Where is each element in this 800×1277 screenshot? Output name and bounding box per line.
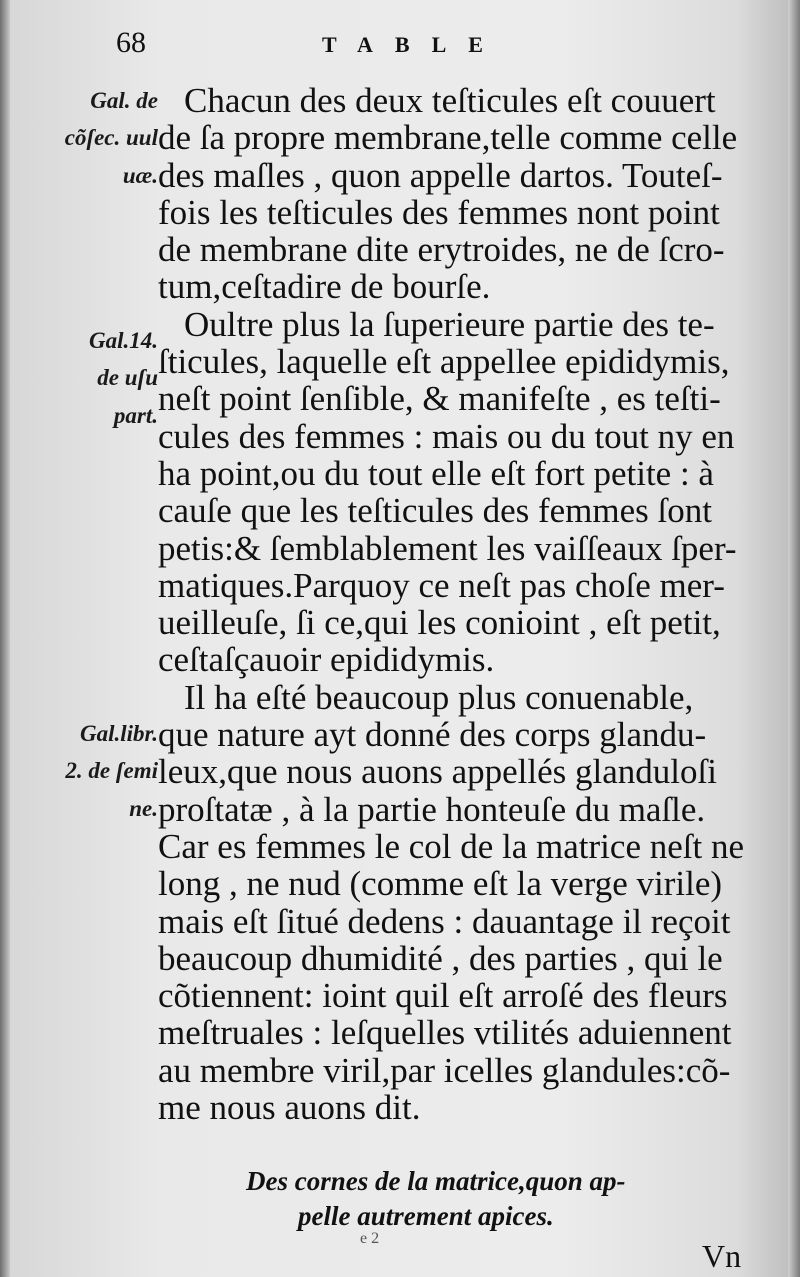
- catchword: Vn: [702, 1238, 742, 1274]
- text-line: fois les teſticules des femmes nont point: [158, 192, 720, 232]
- text-line: matiques.Parquoy ce neſt pas choſe mer-: [158, 565, 725, 605]
- text-line: Il ha eſté beaucoup plus conuenable,: [184, 677, 694, 717]
- text-line: ueilleuſe, ſi ce,qui les conioint , eſt petit,: [158, 603, 721, 643]
- text-line: cõtiennent: ioint quil eſt arroſé des fleurs: [158, 976, 728, 1016]
- text-line: petis:& ſemblablement les vaiſſeaux ſper-: [158, 528, 737, 568]
- text-line: neſt point ſenſible, & manifeſte , es teſti-: [158, 379, 721, 419]
- page-header: [0, 26, 800, 66]
- page-gutter-shadow: [0, 0, 10, 1277]
- text-line: long , ne nud (comme eſt la verge virile): [158, 864, 723, 904]
- text-line: des maſles , quon appelle dartos. Touteſ-: [158, 155, 723, 195]
- text-line: Chacun des deux teſticules eſt couuert: [184, 81, 716, 120]
- text-line: cules des femmes : mais ou du tout ny en: [158, 416, 735, 456]
- text-line: au membre viril,par icelles glandules:cõ-: [158, 1050, 731, 1090]
- margin-note: Gal.libr. 2. de ſemi ne.: [65, 721, 158, 821]
- signature-mark: e 2: [360, 1230, 380, 1247]
- text-line: beaucoup dhumidité , des parties , qui le: [158, 938, 723, 978]
- text-line: Oultre plus la ſuperieure partie des te-: [184, 304, 715, 344]
- page-edge-shadow: [788, 0, 800, 1277]
- text-line: Car es femmes le col de la matrice neſt ne: [158, 826, 744, 866]
- section-heading-line: Des cornes de la matrice,quon ap-: [246, 1166, 626, 1196]
- running-head: TABLE: [322, 32, 505, 57]
- text-line: mais eſt ſitué dedens : dauantage il reçoit: [158, 901, 731, 941]
- text-line: ceſtaſçauoir epididymis.: [158, 640, 495, 680]
- text-line: me nous auons dit.: [158, 1088, 421, 1128]
- text-line: leux,que nous auons appellés glanduloſi: [158, 752, 717, 792]
- text-line: meſtruales : leſquelles vtilités aduiennent: [158, 1013, 732, 1053]
- margin-note: Gal.14. de uſu part.: [89, 328, 158, 428]
- text-line: tum,ceſtadire de bourſe.: [158, 267, 491, 307]
- text-line: proſtatæ , à la partie honteuſe du maſle.: [158, 789, 706, 829]
- text-line: cauſe que les teſticules des femmes ſont: [158, 491, 712, 531]
- text-line: de membrane dite erytroides, ne de ſcro-: [158, 230, 725, 270]
- body-text: [158, 82, 756, 1126]
- section-heading-line: pelle autrement apices.: [298, 1201, 554, 1231]
- page-number: 68: [116, 26, 146, 59]
- text-line: ha point,ou du tout elle eſt fort petite : à: [158, 453, 714, 493]
- text-line: de ſa propre membrane,telle comme celle: [158, 118, 738, 158]
- section-heading: [246, 1164, 716, 1234]
- text-line: que nature ayt donné des corps glandu-: [158, 715, 707, 755]
- margin-note: Gal. de cõſec. uul uæ.: [64, 88, 158, 188]
- text-line: ſticules, laquelle eſt appellee epididymis,: [158, 342, 730, 382]
